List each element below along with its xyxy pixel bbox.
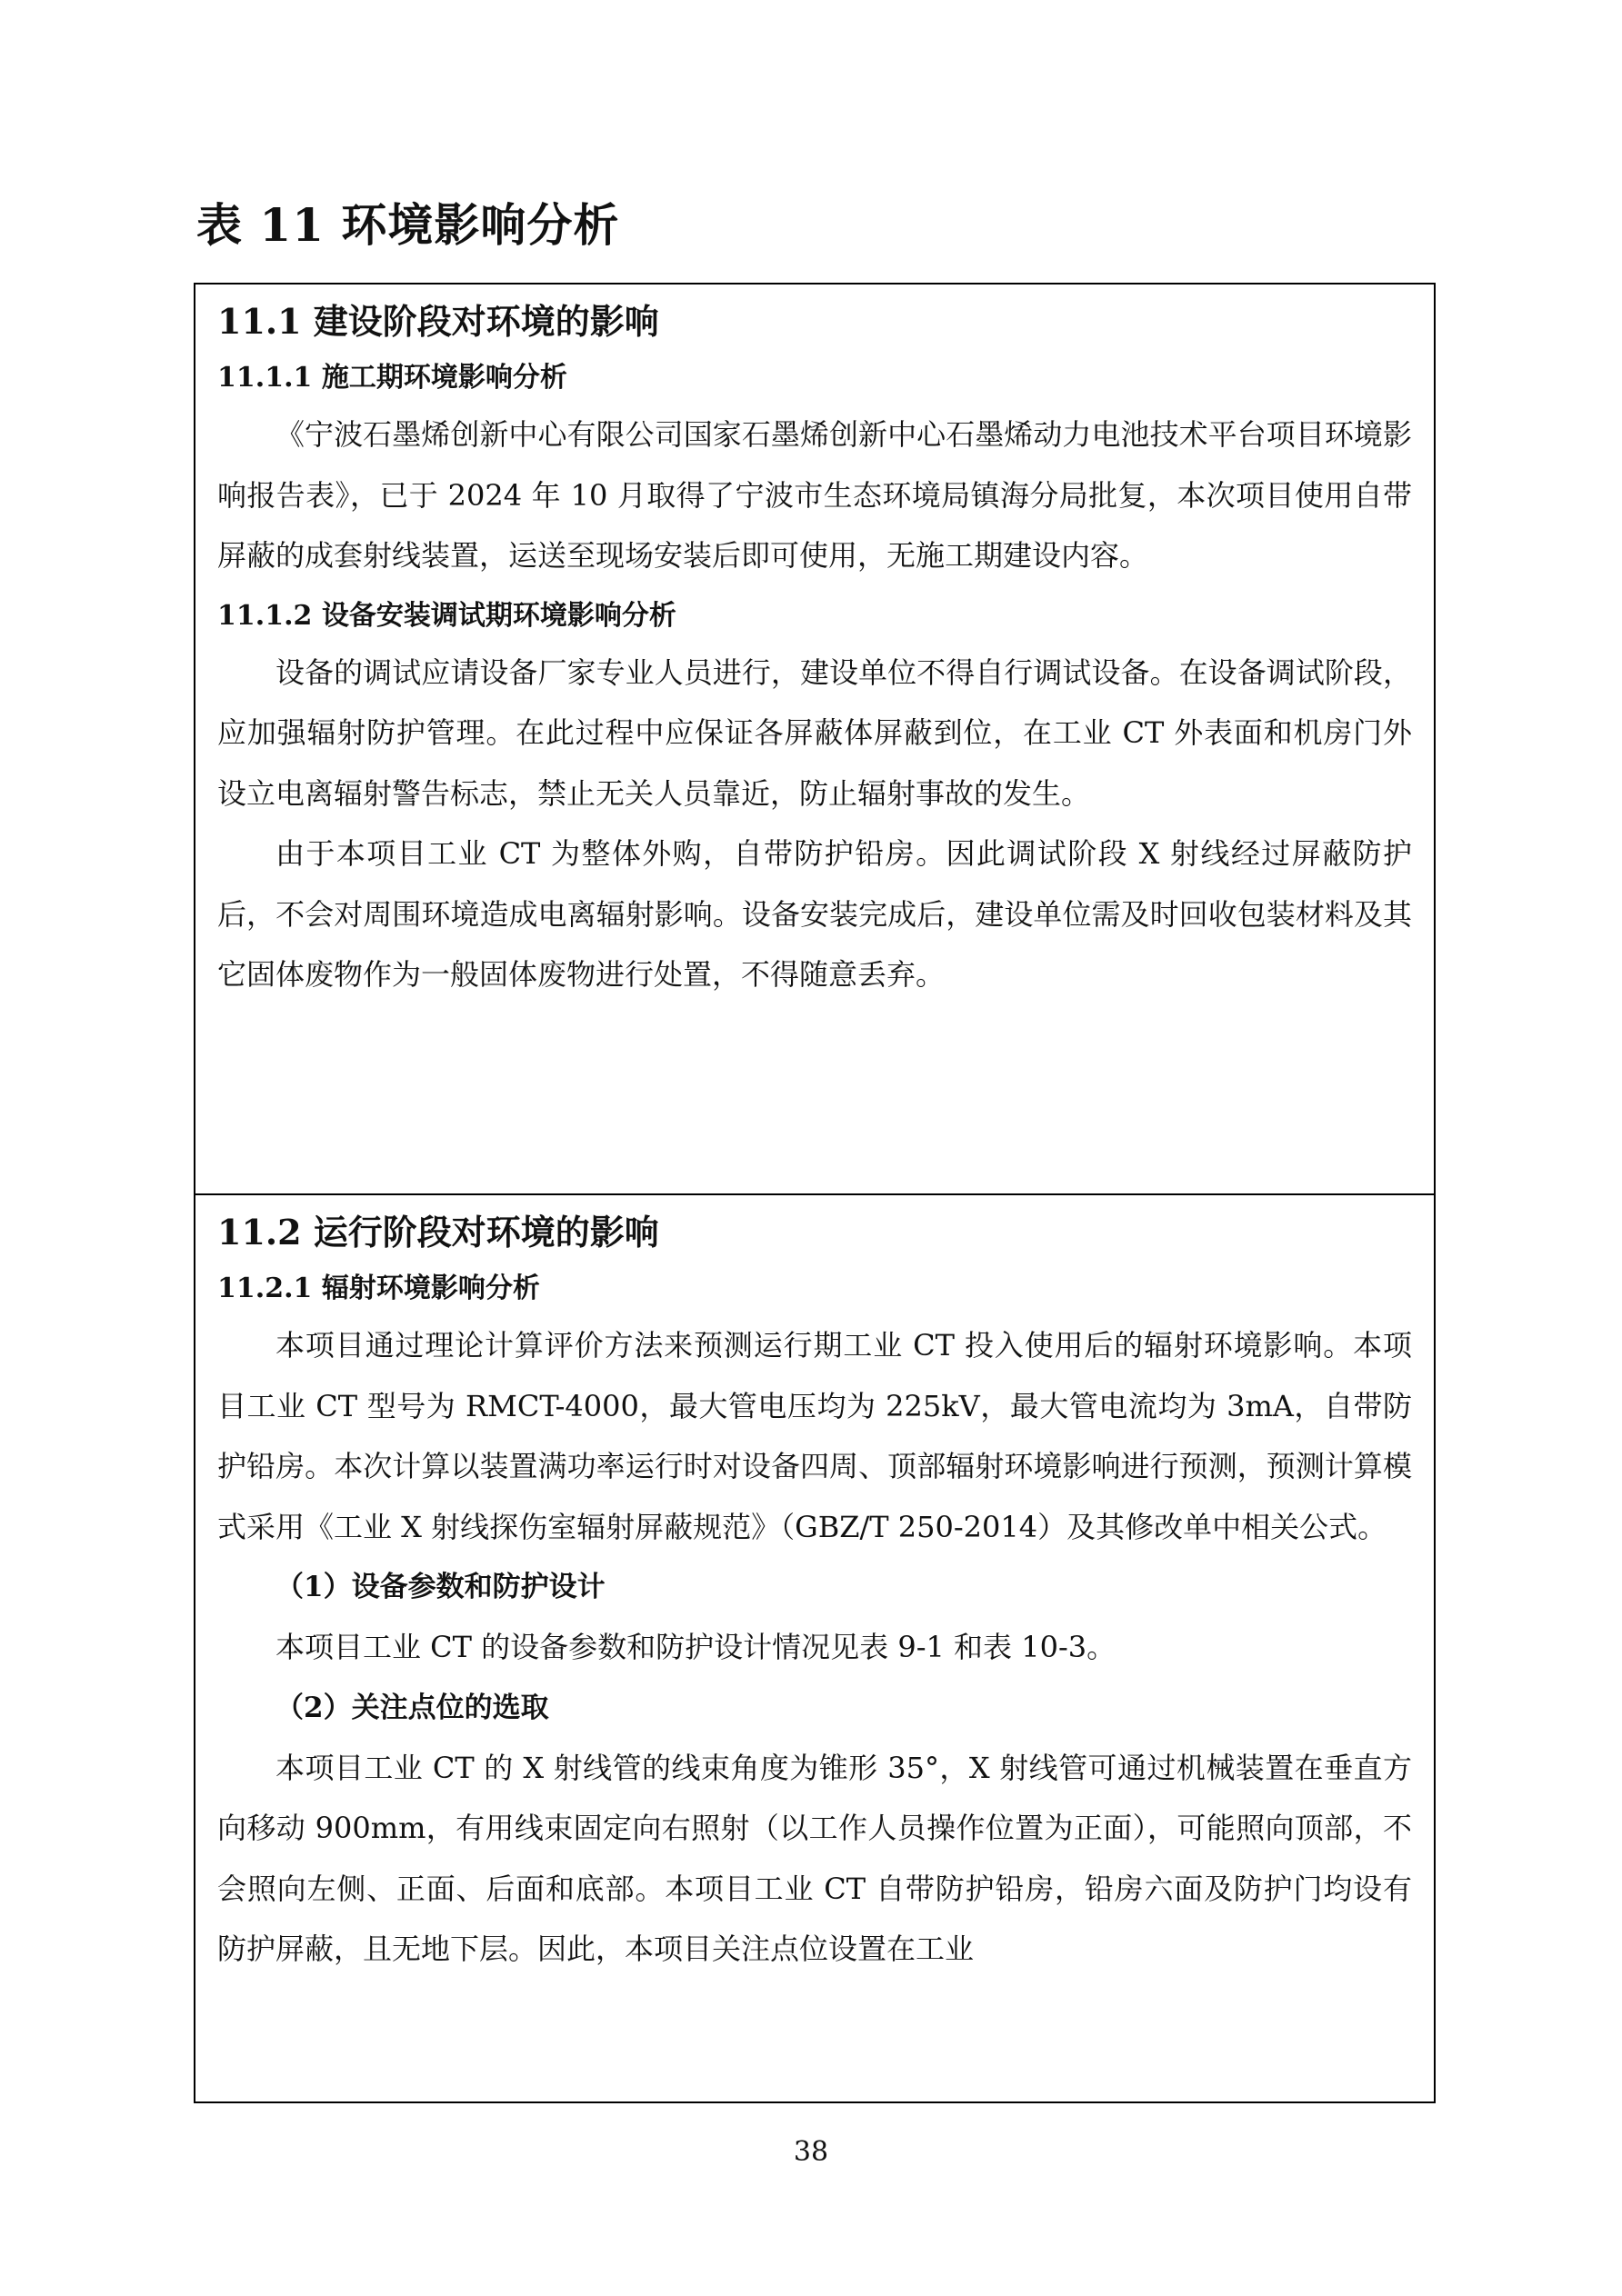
page-title: 表 11 环境影响分析: [196, 198, 620, 252]
section-construction-phase: [194, 283, 1436, 1195]
page-number: 38: [793, 2136, 829, 2168]
item-heading: （2）关注点位的选取: [275, 1691, 549, 1724]
section-heading: 11.1 建设阶段对环境的影响: [217, 301, 659, 342]
subsection-heading: 11.2.1 辐射环境影响分析: [217, 1273, 540, 1304]
paragraph: 本项目工业 CT 的设备参数和防护设计情况见表 9-1 和表 10-3。: [275, 1630, 1116, 1664]
item-heading: （1）设备参数和防护设计: [275, 1571, 606, 1603]
section-heading: 11.2 运行阶段对环境的影响: [217, 1212, 659, 1253]
section-operation-phase: [194, 1193, 1436, 2103]
paragraph: 由于本项目工业 CT 为整体外购，自带防护铅房。因此调试阶段 X 射线经过屏蔽防护后，不会对周围环境造成电离辐射影响。设备安装完成后，建设单位需及时回收包装材料及其它固体废物作为一般固体废物进行处置，不得随意丢弃。: [217, 836, 1412, 992]
paragraph: 《宁波石墨烯创新中心有限公司国家石墨烯创新中心石墨烯动力电池技术平台项目环境影响报告表》，已于 2024 年 10 月取得了宁波市生态环境局镇海分局批复，本次项目使用自带屏蔽的成套射线装置，运送至现场安装后即可使用，无施工期建设内容。: [217, 417, 1412, 573]
paragraph: 设备的调试应请设备厂家专业人员进行，建设单位不得自行调试设备。在设备调试阶段，应加强辐射防护管理。在此过程中应保证各屏蔽体屏蔽到位，在工业 CT 外表面和机房门外设立电离辐射警告标志，禁止无关人员靠近，防止辐射事故的发生。: [217, 654, 1412, 811]
subsection-heading: 11.1.2 设备安装调试期环境影响分析: [217, 599, 676, 632]
paragraph: 本项目工业 CT 的 X 射线管的线束角度为锥形 35°，X 射线管可通过机械装置在垂直方向移动 900mm，有用线束固定向右照射（以工作人员操作位置为正面），可能照向顶部，不会照向左侧、正面、后面和底部。本项目工业 CT 自带防护铅房，铅房六面及防护门均设有防护屏蔽，且无地下层。因此，本项目关注点位设置在工业: [217, 1750, 1412, 1966]
paragraph: 本项目通过理论计算评价方法来预测运行期工业 CT 投入使用后的辐射环境影响。本项目工业 CT 型号为 RMCT-4000，最大管电压均为 225kV，最大管电流均为 3mA，自带防护铅房。本次计算以装置满功率运行时对设备四周、顶部辐射环境影响进行预测，预测计算模式采用《工业 X 射线探伤室辐射屏蔽规范》（GBZ/T 250-2014）及其修改单中相关公式。: [217, 1328, 1412, 1544]
subsection-heading: 11.1.1 施工期环境影响分析: [217, 362, 567, 394]
